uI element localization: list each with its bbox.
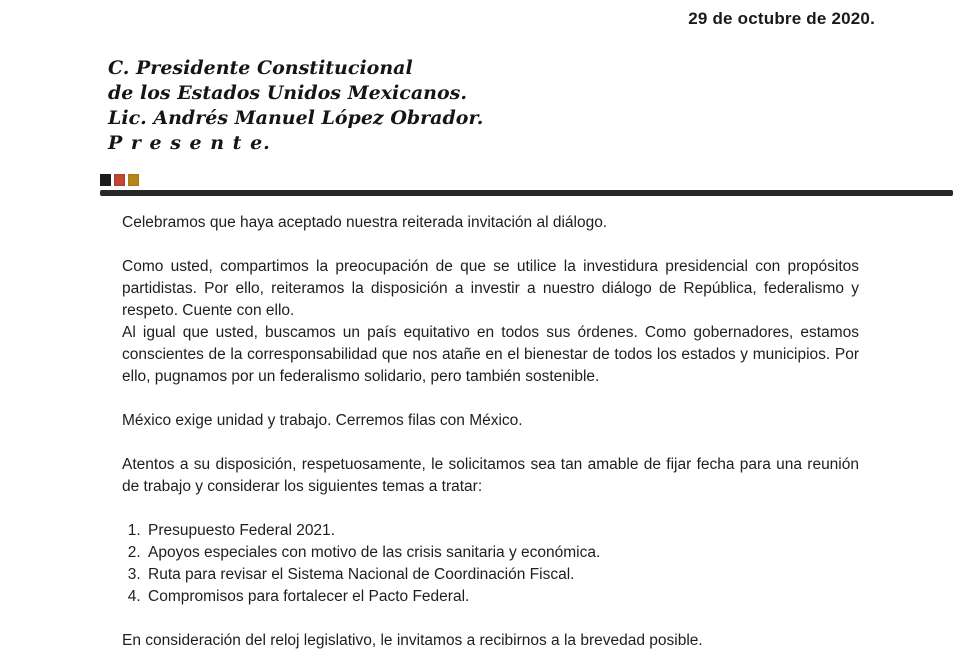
paragraph-investidura: Como usted, compartimos la preocupación de que se utilice la investidura presidencial con propósitos partidistas. Por ello, reiteramos la disposición a investir a nuestro diálogo de República, federalismo y respeto. Cuente con ello. [122,258,859,319]
paragraph-solicitud: Atentos a su disposición, respetuosamente, le solicitamos sea tan amable de fijar fecha para una reunión de trabajo y considerar los siguientes temas a tratar: [122,456,859,495]
black-square-icon [100,174,111,186]
topics-list [122,520,859,608]
addressee-title-line: C. Presidente Constitucional [108,57,413,79]
addressee-country-line: de los Estados Unidos Mexicanos. [108,82,467,104]
addressee-name-line: Lic. Andrés Manuel López Obrador. [108,107,484,129]
red-square-icon [114,174,125,186]
gold-square-icon [128,174,139,186]
addressee-block [108,56,483,156]
paragraph-federalismo: Al igual que usted, buscamos un país equitativo en todos sus órdenes. Como gobernadores, estamos conscientes de la corresponsabilidad que nos atañe en el bienestar de todos los estados y municipios. Por ello, pugnamos por un federalismo solidario, pero también sostenible. [122,324,859,385]
letter-date: 29 de octubre de 2020. [688,9,875,28]
paragraph-unidad: México exige unidad y trabajo. Cerremos filas con México. [122,412,523,429]
topic-item-coordinacion-fiscal: 3. Ruta para revisar el Sistema Nacional de Coordinación Fiscal. [145,564,859,586]
topic-item-presupuesto: 1. Presupuesto Federal 2021. [145,520,859,542]
paragraph-greeting: Celebramos que haya aceptado nuestra reiterada invitación al diálogo. [122,214,608,231]
topic-item-pacto-federal: 4. Compromisos para fortalecer el Pacto Federal. [145,586,859,608]
letter-body [122,212,859,652]
horizontal-rule-divider [100,190,953,196]
addressee-presente-line: P r e s e n t e. [108,132,271,154]
topic-item-apoyos: 2. Apoyos especiales con motivo de las crisis sanitaria y económica. [145,542,859,564]
paragraph-closing: En consideración del reloj legislativo, le invitamos a recibirnos a la brevedad posible. [122,632,703,649]
letterhead-squares-decoration [100,174,139,186]
